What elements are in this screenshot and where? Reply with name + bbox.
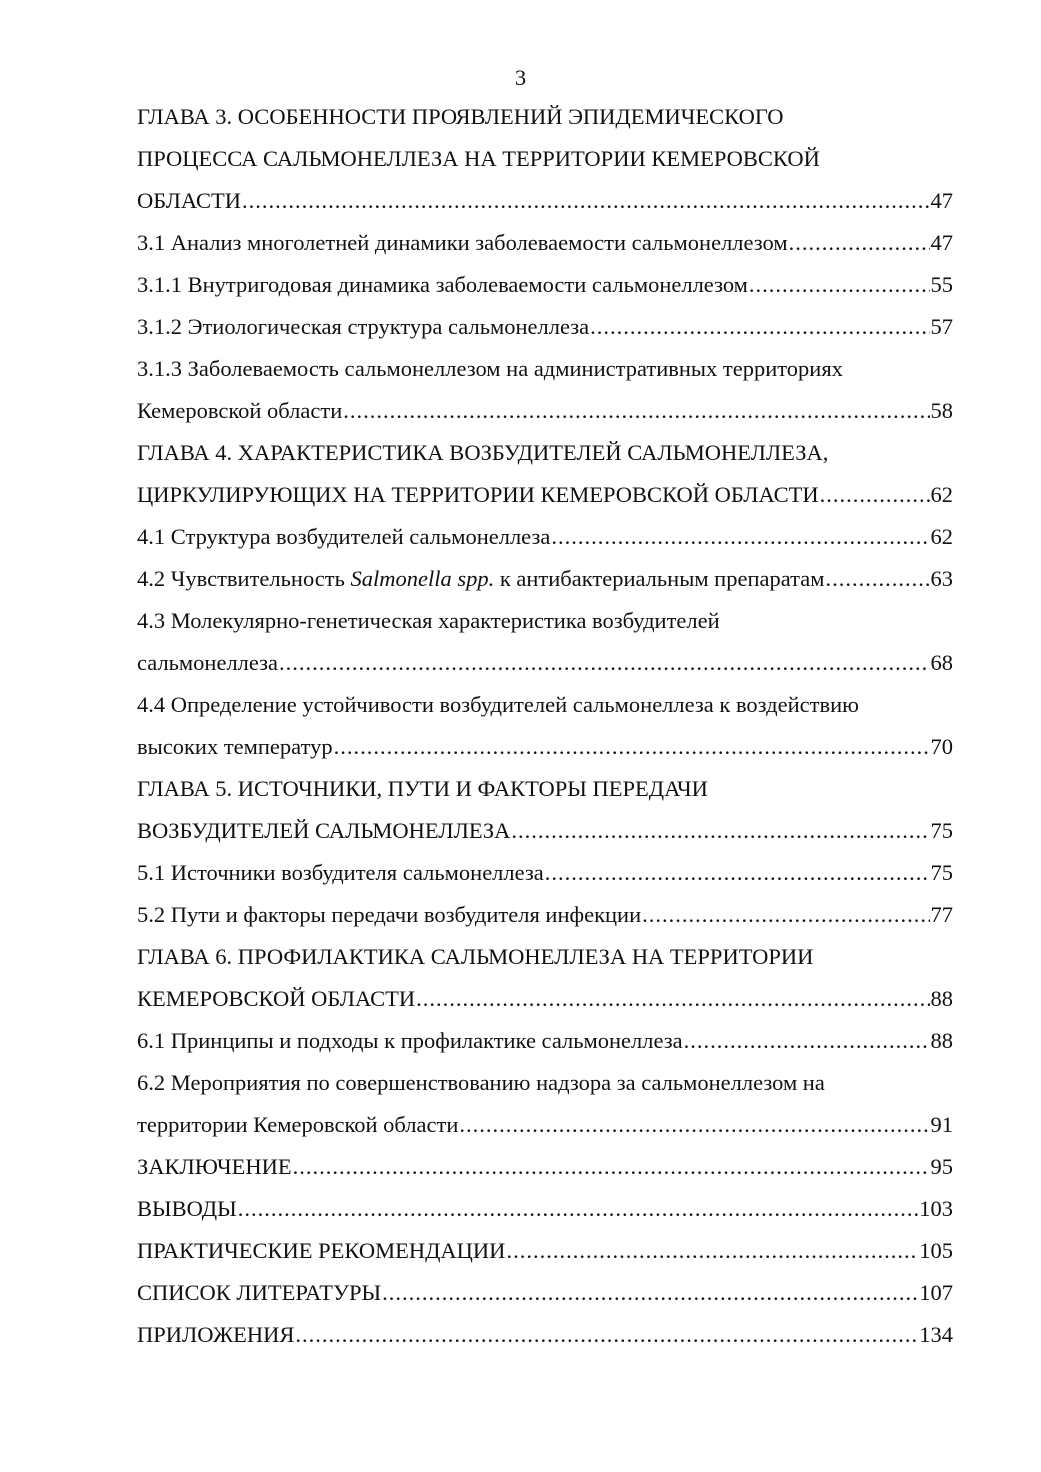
toc-entry[interactable] (137, 1314, 953, 1356)
toc-entry[interactable] (137, 558, 953, 600)
toc-line (137, 138, 953, 180)
page-number: 3 (514, 65, 527, 90)
toc-entry[interactable] (137, 768, 953, 852)
toc-page-number: 47 (930, 230, 953, 255)
toc-page-number: 70 (930, 734, 953, 759)
dot-leader (825, 558, 929, 600)
toc-entry[interactable] (137, 264, 953, 306)
toc-line (137, 558, 953, 600)
toc-entry-title: 4.4 Определение устойчивости возбудителей сальмонеллеза к воздействию (137, 692, 859, 717)
toc-entry[interactable] (137, 1188, 953, 1230)
toc-entry-title: 3.1.3 Заболеваемость сальмонеллезом на административных территориях (137, 356, 843, 381)
toc-entry-title: ВЫВОДЫ (137, 1196, 237, 1221)
toc-page-number: 75 (930, 818, 953, 843)
italic-term: Salmonella spp. (350, 566, 495, 591)
dot-leader (590, 306, 929, 348)
toc-entry-title: ПРИЛОЖЕНИЯ (137, 1322, 295, 1347)
toc-entry-title: ОБЛАСТИ (137, 188, 241, 213)
toc-page-number: 88 (930, 1028, 953, 1053)
toc-entry[interactable] (137, 516, 953, 558)
toc-page-number: 57 (930, 314, 953, 339)
toc-line (137, 1230, 953, 1272)
dot-leader (511, 810, 929, 852)
toc-entry[interactable] (137, 306, 953, 348)
dot-leader (684, 1020, 930, 1062)
toc-entry-title: 5.1 Источники возбудителя сальмонеллеза (137, 860, 544, 885)
toc-entry[interactable] (137, 894, 953, 936)
toc-page-number: 63 (930, 566, 953, 591)
toc-entry[interactable] (137, 1272, 953, 1314)
toc-line (137, 306, 953, 348)
toc-entry-title: 3.1.2 Этиологическая структура сальмонеллеза (137, 314, 590, 339)
toc-page-number: 58 (930, 398, 953, 423)
toc-line (137, 1020, 953, 1062)
toc-page-number: 68 (930, 650, 953, 675)
toc-page-number: 105 (919, 1238, 953, 1263)
toc-page-number: 107 (919, 1280, 953, 1305)
toc-line (137, 1104, 953, 1146)
dot-leader (545, 852, 930, 894)
toc-line (137, 1146, 953, 1188)
toc-entry-title-rest: к антибактериальным препаратам (494, 566, 825, 591)
dot-leader (242, 180, 930, 222)
toc-line (137, 600, 953, 642)
dot-leader (820, 474, 930, 516)
toc-entry-title: Кемеровской области (137, 398, 343, 423)
dot-leader (343, 390, 929, 432)
toc-entry[interactable] (137, 96, 953, 222)
dot-leader (382, 1272, 918, 1314)
toc-line (137, 264, 953, 306)
table-of-contents (137, 96, 953, 1356)
dot-leader (416, 978, 929, 1020)
toc-line (137, 1188, 953, 1230)
toc-page-number: 47 (930, 188, 953, 213)
dot-leader (789, 222, 930, 264)
toc-page-number: 62 (930, 482, 953, 507)
toc-entry-title: 4.2 Чувствительность Salmonella spp. к антибактериальным препаратам (137, 566, 825, 591)
toc-entry-title: сальмонеллеза (137, 650, 279, 675)
dot-leader (334, 726, 930, 768)
toc-page-number: 95 (930, 1154, 953, 1179)
dot-leader (279, 642, 929, 684)
toc-entry-title: ПРАКТИЧЕСКИЕ РЕКОМЕНДАЦИИ (137, 1238, 506, 1263)
dot-leader (238, 1188, 919, 1230)
toc-entry-title: ЦИРКУЛИРУЮЩИХ НА ТЕРРИТОРИИ КЕМЕРОВСКОЙ ОБЛАСТИ (137, 482, 819, 507)
toc-entry-title: территории Кемеровской области (137, 1112, 459, 1137)
toc-entry[interactable] (137, 432, 953, 516)
toc-line (137, 348, 953, 390)
toc-line (137, 96, 953, 138)
toc-line (137, 180, 953, 222)
toc-entry-title: 3.1.1 Внутригодовая динамика заболеваемости сальмонеллезом (137, 272, 748, 297)
dot-leader (551, 516, 929, 558)
toc-entry-title: ГЛАВА 6. ПРОФИЛАКТИКА САЛЬМОНЕЛЛЕЗА НА ТЕРРИТОРИИ (137, 944, 814, 969)
toc-entry-title: 4.3 Молекулярно-генетическая характеристика возбудителей (137, 608, 720, 633)
toc-entry[interactable] (137, 1230, 953, 1272)
toc-page-number: 134 (919, 1322, 953, 1347)
dot-leader (642, 894, 929, 936)
toc-line (137, 390, 953, 432)
toc-entry[interactable] (137, 852, 953, 894)
toc-line (137, 684, 953, 726)
dot-leader (459, 1104, 929, 1146)
toc-entry-title: 5.2 Пути и факторы передачи возбудителя инфекции (137, 902, 642, 927)
toc-entry-title: высоких температур (137, 734, 333, 759)
toc-entry[interactable] (137, 1062, 953, 1146)
toc-entry-title: 4.1 Структура возбудителей сальмонеллеза (137, 524, 551, 549)
toc-entry-title: 6.2 Мероприятия по совершенствованию надзора за сальмонеллезом на (137, 1070, 825, 1095)
toc-entry-title: ГЛАВА 4. ХАРАКТЕРИСТИКА ВОЗБУДИТЕЛЕЙ САЛЬМОНЕЛЛЕЗА, (137, 440, 829, 465)
toc-line (137, 1062, 953, 1104)
toc-entry[interactable] (137, 684, 953, 768)
toc-entry[interactable] (137, 1020, 953, 1062)
toc-line (137, 1272, 953, 1314)
toc-entry-title: 6.1 Принципы и подходы к профилактике сальмонеллеза (137, 1028, 683, 1053)
toc-line (137, 474, 953, 516)
toc-page-number: 55 (930, 272, 953, 297)
toc-page-number: 88 (930, 986, 953, 1011)
toc-entry-title: ГЛАВА 5. ИСТОЧНИКИ, ПУТИ И ФАКТОРЫ ПЕРЕДАЧИ (137, 776, 708, 801)
dot-leader (295, 1314, 918, 1356)
toc-page-number: 103 (919, 1196, 953, 1221)
dot-leader (749, 264, 930, 306)
toc-entry-title: СПИСОК ЛИТЕРАТУРЫ (137, 1280, 382, 1305)
toc-line (137, 642, 953, 684)
toc-line (137, 852, 953, 894)
toc-entry-title: ВОЗБУДИТЕЛЕЙ САЛЬМОНЕЛЛЕЗА (137, 818, 511, 843)
toc-line (137, 432, 953, 474)
toc-line (137, 726, 953, 768)
toc-entry-title: ПРОЦЕССА САЛЬМОНЕЛЛЕЗА НА ТЕРРИТОРИИ КЕМЕРОВСКОЙ (137, 146, 820, 171)
toc-line (137, 222, 953, 264)
toc-entry[interactable] (137, 222, 953, 264)
toc-page-number: 62 (930, 524, 953, 549)
toc-entry[interactable] (137, 600, 953, 684)
dot-leader (293, 1146, 930, 1188)
toc-line (137, 810, 953, 852)
toc-entry-title: ЗАКЛЮЧЕНИЕ (137, 1154, 292, 1179)
toc-line (137, 936, 953, 978)
toc-entry[interactable] (137, 348, 953, 432)
toc-page-number: 77 (930, 902, 953, 927)
toc-line (137, 1314, 953, 1356)
toc-entry[interactable] (137, 1146, 953, 1188)
toc-line (137, 516, 953, 558)
toc-line (137, 894, 953, 936)
toc-line (137, 768, 953, 810)
toc-page-number: 91 (930, 1112, 953, 1137)
toc-line (137, 978, 953, 1020)
toc-entry-title: КЕМЕРОВСКОЙ ОБЛАСТИ (137, 986, 416, 1011)
toc-entry[interactable] (137, 936, 953, 1020)
toc-entry-title: ГЛАВА 3. ОСОБЕННОСТИ ПРОЯВЛЕНИЙ ЭПИДЕМИЧЕСКОГО (137, 104, 784, 129)
toc-page-number: 75 (930, 860, 953, 885)
dot-leader (506, 1230, 918, 1272)
toc-entry-title: 3.1 Анализ многолетней динамики заболеваемости сальмонеллезом (137, 230, 788, 255)
